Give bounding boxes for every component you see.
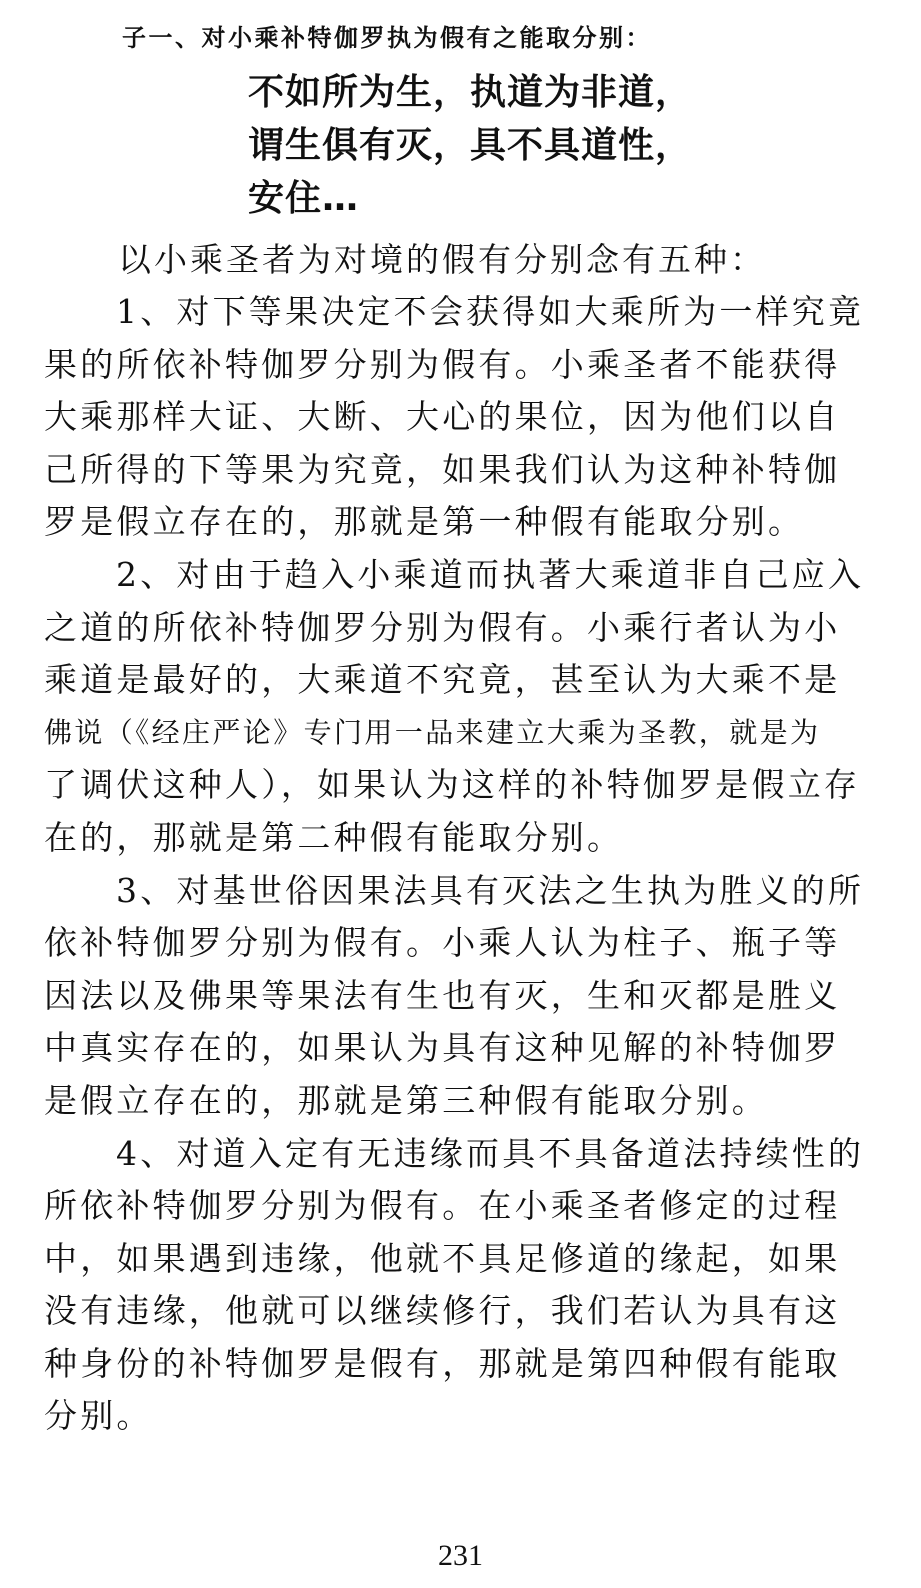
verse-line: 谓生俱有灭，具不具道性，: [248, 125, 693, 166]
section-heading: 子一、对小乘补特伽罗执为假有之能取分别：: [122, 24, 652, 52]
paragraph-1-line: 果的所依补特伽罗分别为假有。小乘圣者不能获得: [44, 344, 841, 384]
paragraph-2-line: 乘道是最好的，大乘道不究竟，甚至认为大乘不是: [44, 660, 841, 700]
paragraph-1-line: 大乘那样大证、大断、大心的果位，因为他们以自: [44, 397, 841, 437]
paragraph-2-line: 在的，那就是第二种假有能取分别。: [44, 817, 624, 857]
paragraph-4-line: 种身份的补特伽罗是假有，那就是第四种假有能取: [44, 1343, 841, 1383]
page-number: 231: [438, 1539, 483, 1572]
paragraph-2-line: 了调伏这种人），如果认为这样的补特伽罗是假立存: [44, 765, 861, 805]
paragraph-3-line: 依补特伽罗分别为假有。小乘人认为柱子、瓶子等: [44, 923, 841, 963]
intro-sentence: 以小乘圣者为对境的假有分别念有五种：: [118, 240, 766, 279]
paragraph-2-line: 之道的所依补特伽罗分别为假有。小乘行者认为小: [44, 607, 841, 647]
paragraph-4-line: 4、对道入定有无违缘而具不具备道法持续性的: [116, 1133, 865, 1173]
verse-line: 不如所为生，执道为非道，: [248, 72, 693, 113]
root-verse: [248, 66, 808, 225]
paragraph-4-line: 分别。: [44, 1396, 153, 1436]
verse-line: 安住…: [248, 178, 360, 219]
paragraph-2-line: 2、对由于趋入小乘道而执著大乘道非自己应入: [116, 554, 865, 594]
paragraph-1-line: 己所得的下等果为究竟，如果我们认为这种补特伽: [44, 449, 841, 489]
paragraph-3-line: 中真实存在的，如果认为具有这种见解的补特伽罗: [44, 1028, 841, 1068]
paragraph-3-line: 3、对基世俗因果法具有灭法之生执为胜义的所: [116, 870, 865, 910]
paragraph-1-line: 1、对下等果决定不会获得如大乘所为一样究竟: [116, 292, 865, 331]
paragraph-2-line: 佛说（《经庄严论》专门用一品来建立大乘为圣教，就是为: [44, 715, 821, 749]
paragraph-4-line: 没有违缘，他就可以继续修行，我们若认为具有这: [44, 1291, 841, 1331]
paragraph-4-line: 所依补特伽罗分别为假有。在小乘圣者修定的过程: [44, 1186, 841, 1226]
body-text: [44, 286, 880, 1443]
paragraph-3-line: 因法以及佛果等果法有生也有灭，生和灭都是胜义: [44, 975, 841, 1015]
paragraph-1-line: 罗是假立存在的，那就是第一种假有能取分别。: [44, 502, 805, 542]
paragraph-4-line: 中，如果遇到违缘，他就不具足修道的缘起，如果: [44, 1238, 841, 1278]
paragraph-3-line: 是假立存在的，那就是第三种假有能取分别。: [44, 1080, 768, 1120]
